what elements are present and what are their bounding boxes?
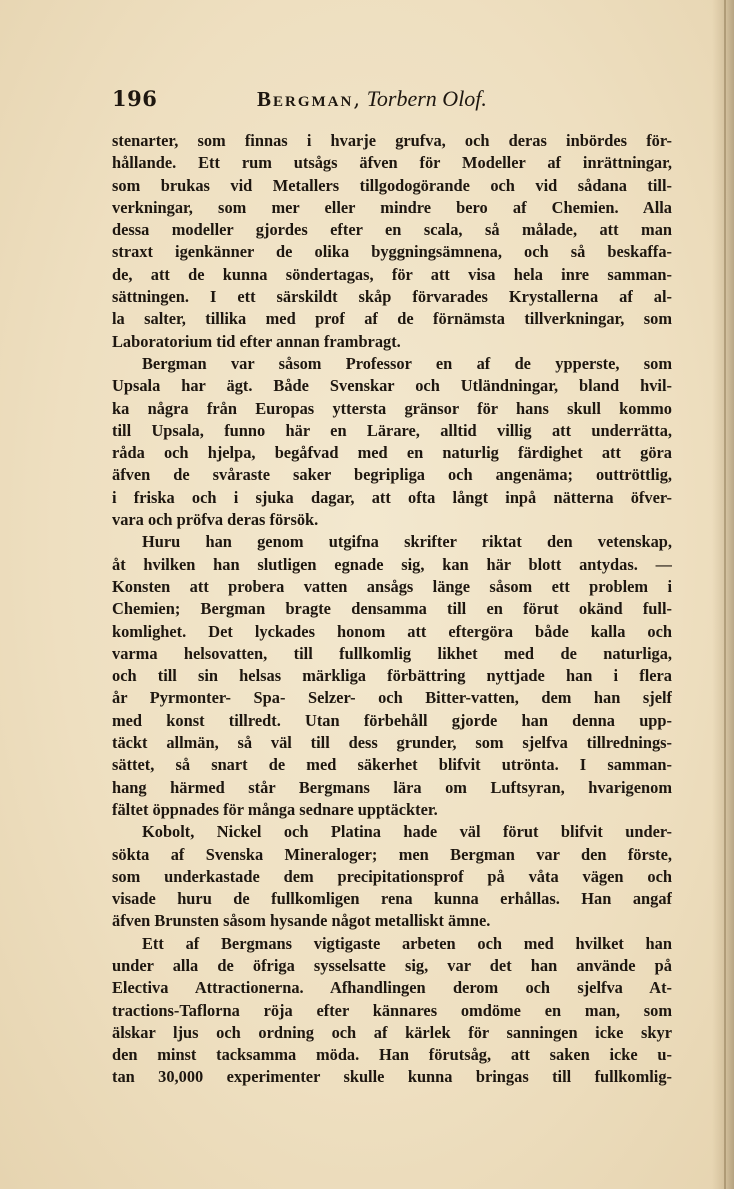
running-head-surname: Bergman <box>257 87 354 111</box>
text-line: tan 30,000 experimenter skulle kunna bringas till fullkomlig- <box>112 1067 672 1087</box>
text-line: Bergman var såsom Professor en af de ypperste, som <box>142 353 672 373</box>
page-edge-line <box>724 0 726 1189</box>
body-text <box>112 130 672 1089</box>
text-line: i friska och i sjuka dagar, att ofta långt inpå nätterna öfver- <box>112 487 672 507</box>
page-number: 196 <box>112 86 158 111</box>
text-line: den minst tacksamma möda. Han förutsåg, att saken icke u- <box>112 1045 672 1065</box>
running-head: Bergman, Torbern Olof. <box>257 86 487 111</box>
text-line: ka några från Europas yttersta gränsor för hans skull kommo <box>112 398 672 418</box>
text-line: råda och hjelpa, begåfvad med en naturlig färdighet att göra <box>112 443 672 463</box>
text-line: under alla de öfriga sysselsatte sig, var det han använde på <box>112 955 672 975</box>
text-line: vara och pröfva deras försök. <box>112 510 319 530</box>
text-line: täckt allmän, så väl till dess grunder, som sjelfva tillrednings- <box>112 733 672 753</box>
running-head-given-names: Torbern Olof. <box>366 86 487 111</box>
text-line: Konsten att probera vatten ansågs länge såsom ett problem i <box>112 576 672 596</box>
text-line: sökta af Svenska Mineraloger; men Bergman var den förste, <box>112 844 672 864</box>
text-line: tractions-Taflorna röja efter kännares omdöme en man, som <box>112 1000 672 1020</box>
text-line: komlighet. Det lyckades honom att eftergöra både kalla och <box>112 621 672 641</box>
text-line: verkningar, som mer eller mindre bero af Chemien. Alla <box>112 197 672 217</box>
text-line: de, att de kunna söndertagas, för att visa hela inre samman- <box>112 264 672 284</box>
text-line: straxt igenkänner de olika byggningsämnena, och så beskaffa- <box>112 242 672 262</box>
text-line: Electiva Attractionerna. Afhandlingen derom och sjelfva At- <box>112 978 672 998</box>
text-line: Upsala har ägt. Både Svenskar och Utländningar, bland hvil- <box>112 376 672 396</box>
text-line: år Pyrmonter- Spa- Selzer- och Bitter-vatten, dem han sjelf <box>112 688 672 708</box>
text-line: sättningen. I ett särskildt skåp förvarades Krystallerna af al- <box>112 287 672 307</box>
text-line: hållande. Ett rum utsågs äfven för Modeller af inrättningar, <box>112 153 672 173</box>
text-line: Chemien; Bergman bragte densamma till en förut okänd full- <box>112 599 672 619</box>
text-line: Kobolt, Nickel och Platina hade väl förut blifvit under- <box>142 822 672 842</box>
text-line: hang härmed står Bergmans lära om Luftsyran, hvarigenom <box>112 777 672 797</box>
text-line: äfven Brunsten såsom hysande något metalliskt ämne. <box>112 911 491 931</box>
text-line: åt hvilken han slutligen egnade sig, kan här blott antydas. — <box>112 554 672 574</box>
page-header <box>112 82 672 118</box>
text-line: som underkastade dem precipitationsprof på våta vägen och <box>112 866 672 886</box>
text-line: dessa modeller gjordes efter en scala, så målade, att man <box>112 220 672 240</box>
text-line: älskar ljus och ordning och af kärlek för sanningen icke skyr <box>112 1022 672 1042</box>
text-line: Laboratorium tid efter annan frambragt. <box>112 331 401 351</box>
text-line: och till sin helsas märkliga förbättring nyttjade han i flera <box>112 666 672 686</box>
text-line: visade huru de fullkomligen rena kunna erhållas. Han angaf <box>112 889 672 909</box>
page-edge-shadow <box>712 0 734 1189</box>
text-line: Huru han genom utgifna skrifter riktat den vetenskap, <box>142 532 672 552</box>
text-line: till Upsala, funno här en Lärare, alltid villig att underrätta, <box>112 420 672 440</box>
text-line: som brukas vid Metallers tillgodogörande och vid sådana till- <box>112 175 672 195</box>
text-line: sättet, så snart de med säkerhet blifvit utrönta. I samman- <box>112 755 672 775</box>
text-line: Ett af Bergmans vigtigaste arbeten och med hvilket han <box>142 933 672 953</box>
text-line: stenarter, som finnas i hvarje grufva, och deras inbördes för- <box>112 131 672 150</box>
text-line: varma helsovatten, till fullkomlig likhet med de naturliga, <box>112 643 672 663</box>
text-line: äfven de svåraste saker begripliga och angenäma; outtröttlig, <box>112 465 672 485</box>
text-line: med konst tillredt. Utan förbehåll gjorde han denna upp- <box>112 710 672 730</box>
text-line: fältet öppnades för många sednare upptäckter. <box>112 799 438 819</box>
text-line: la salter, tillika med prof af de förnämsta tillverkningar, som <box>112 309 672 329</box>
